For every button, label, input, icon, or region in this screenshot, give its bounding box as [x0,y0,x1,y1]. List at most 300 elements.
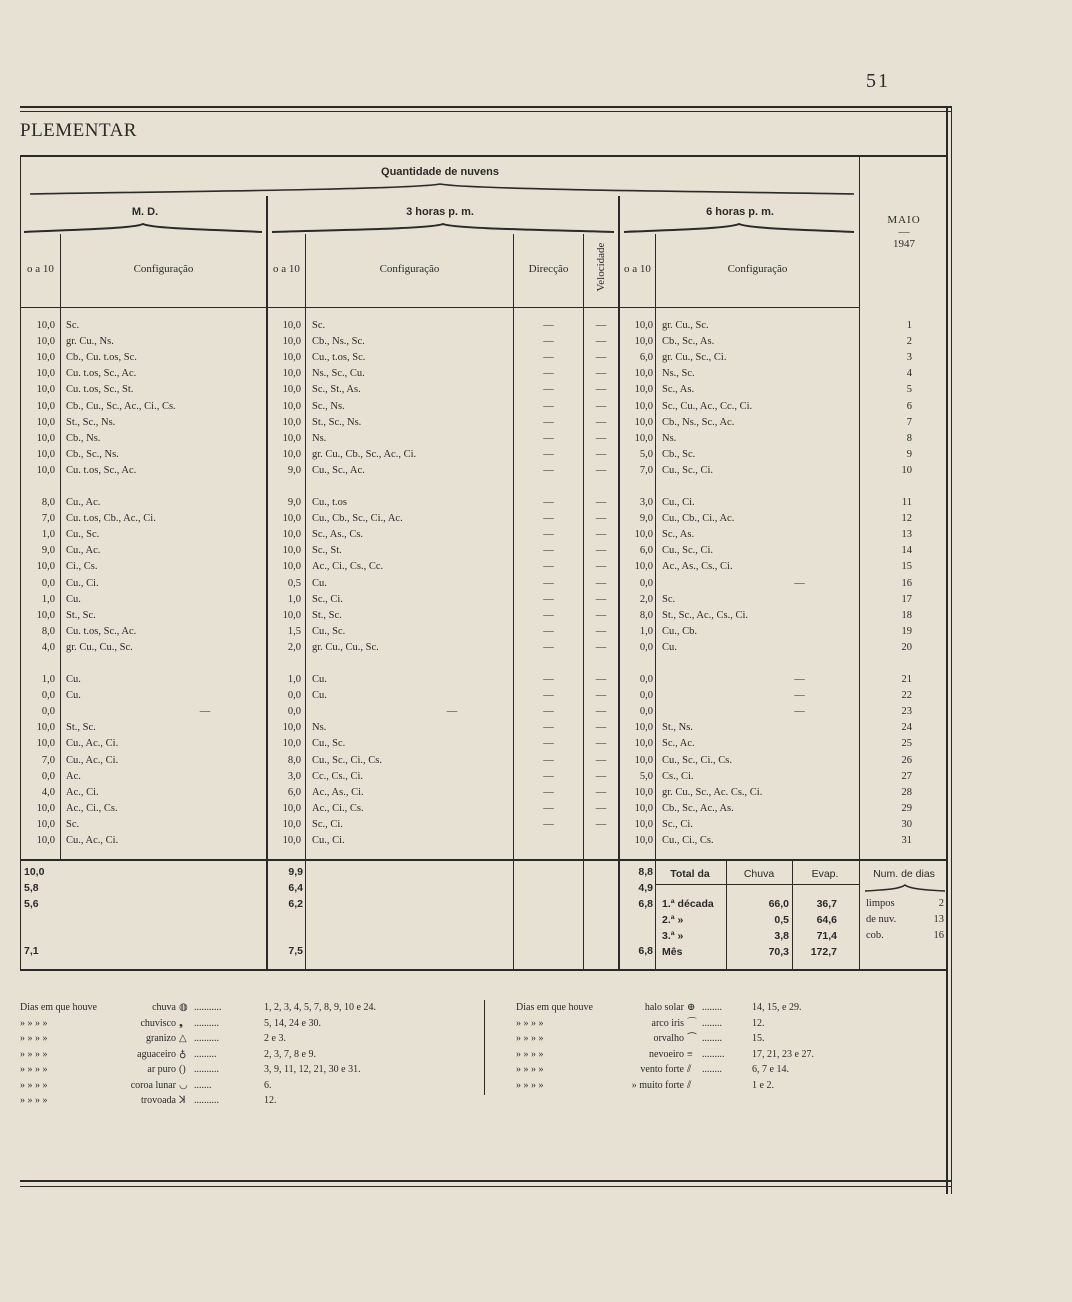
cell-md-config: Cu. t.os, Sc., Ac. [66,625,137,637]
cell-direccao: — [543,464,554,476]
cell-md-value: 1,0 [41,674,55,685]
cell-direccao: — [543,529,554,541]
cell-velocidade: — [595,754,607,766]
cell-day: 23 [901,706,912,718]
cell-day: 13 [901,529,912,541]
col-md-config: Configuração [133,263,194,275]
cell-direccao: — [543,609,554,621]
cell-md-config: Sc. [66,818,80,830]
cell-direccao: — [543,690,554,702]
cell-h6-config: Cb., Sc., As. [662,336,715,348]
col-direccao: Direcção [528,263,569,275]
cell-velocidade: — [595,818,607,830]
h3-brace-icon [270,222,616,234]
cell-day: 2 [906,336,912,348]
cell-day: 4 [906,368,912,380]
cell-h3-config: St., Sc. [312,609,342,621]
cell-h6-value: 10,0 [634,835,653,846]
legend-value: 3, 9, 11, 12, 21, 30 e 31. [264,1064,361,1075]
cell-h6-value: 5,0 [639,770,653,782]
cell-md-config: Cu., Ac., Ci. [66,754,119,766]
legend-dots: ......... [194,1048,217,1060]
cell-h6-value: 0,0 [639,674,653,685]
legend-prefix: » » » » [20,1017,48,1029]
cell-md-config: gr. Cu., Cu., Sc. [66,641,133,653]
legend-value: 12. [752,1017,765,1029]
cell-h3-value: 0,5 [287,577,301,589]
cell-h6-config: St., Sc., Ac., Cs., Ci. [662,609,749,621]
cell-md-config: — [199,706,211,718]
summary-h6-value: 6,8 [638,945,653,957]
cell-direccao: — [543,432,554,444]
cell-direccao: — [543,561,554,573]
cell-direccao: — [543,818,554,830]
cell-velocidade: — [595,320,607,331]
cell-velocidade: — [595,722,607,734]
legend-dots: .......... [194,1017,219,1029]
legend-label: trovoada [141,1095,176,1106]
cell-h3-config: Cu., Sc., Ac. [312,464,365,476]
cell-h6-value: 9,0 [639,513,653,525]
title-rule [20,155,947,157]
cell-h6-value: 0,0 [639,577,653,589]
legend-label: chuvisco [140,1017,176,1029]
cell-velocidade: — [595,609,607,621]
cell-direccao: — [543,448,554,460]
col-md-scale: o a 10 [27,263,54,275]
cell-velocidade: — [595,641,607,653]
cell-md-value: 7,0 [41,513,55,525]
legend-value: 5, 14, 24 e 30. [264,1017,321,1029]
cell-velocidade: — [595,384,607,396]
cell-day: 1 [906,320,912,331]
legend-value: 15. [752,1033,765,1044]
summary-num-dias-label: Num. de dias [873,868,935,880]
cell-md-value: 10,0 [36,561,55,573]
cell-velocidade: — [595,577,607,589]
right-border-inner [946,106,948,1194]
header-6h: 6 horas p. m. [706,206,774,218]
cell-h6-value: 0,0 [639,690,653,702]
legend-label: arco iris [651,1017,684,1029]
legend-prefix: » » » » [20,1033,48,1044]
legend-label: » muito forte [631,1079,684,1091]
right-border-outer [951,106,952,1194]
table-bottom-rule [20,969,947,971]
cell-direccao: — [543,320,554,331]
legend-label: nevoeiro [649,1048,684,1060]
cell-day: 16 [901,577,912,589]
cell-md-config: St., Sc. [66,722,96,734]
cell-md-config: Cu. [66,593,81,605]
legend-prefix: » » » » [20,1048,48,1060]
cell-velocidade: — [595,352,607,364]
cell-md-value: 0,0 [41,770,55,782]
summary-decade-label: 1.ª década [662,898,714,910]
cell-velocidade: — [595,336,607,348]
cell-h6-config: gr. Cu., Sc. [662,320,709,331]
legend-label: orvalho [653,1033,684,1044]
col-velocidade: Velocidade [595,242,607,292]
cell-h6-config: Sc., Ci. [662,818,693,830]
cell-velocidade: — [595,448,607,460]
cell-direccao: — [543,738,554,750]
legend-prefix: » » » » [20,1079,48,1091]
cell-h6-config: Cu., Sc., Ci. [662,545,714,557]
cell-h3-config: Ac., Ci., Cs., Cc. [312,561,384,573]
h6-brace-icon [622,222,856,234]
cell-md-config: Cb., Ns. [66,432,101,444]
cell-h3-config: gr. Cu., Cu., Sc. [312,641,379,653]
legend-dots: ......... [702,1048,725,1060]
summary-decade-chuva: 66,0 [768,898,789,910]
cell-md-config: Cu. t.os, Cb., Ac., Ci. [66,513,156,525]
cell-md-value: 10,0 [36,416,55,428]
cell-h6-value: 10,0 [634,384,653,396]
header-month: MAIO [887,214,921,226]
cell-h3-value: 10,0 [282,513,301,525]
cell-md-config: Cu. [66,690,81,702]
cell-h6-config: Cu., Ci. [662,497,695,508]
legend-value: 1 e 2. [752,1079,774,1091]
cell-day: 19 [901,625,912,637]
cell-direccao: — [543,368,554,380]
cell-h3-config: Sc., St., As. [312,384,361,396]
legend-symbol-icon: ⏜ [687,1033,697,1044]
header-month-dash: — [898,226,910,238]
cell-velocidade: — [595,368,607,380]
cell-h6-config: Sc., As. [662,384,695,396]
cell-h3-config: Cu. [312,690,327,702]
cell-velocidade: — [595,738,607,750]
cell-velocidade: — [595,545,607,557]
cell-velocidade: — [595,529,607,541]
cell-velocidade: — [595,497,607,508]
bottom-rule-thin [20,1186,952,1187]
top-rule-thin [20,111,952,112]
cell-velocidade: — [595,593,607,605]
legend-value: 2 e 3. [264,1033,286,1044]
cell-h3-config: Sc. [312,320,326,331]
header-bottom-rule [20,307,859,308]
cell-h6-value: 7,0 [639,464,653,476]
legend-symbol-icon: ⌒ [687,1017,697,1029]
page-number: 51 [866,70,890,92]
cell-h6-config: Cu., Sc., Ci., Cs. [662,754,733,766]
cell-md-config: Cu. t.os, Sc., St. [66,384,134,396]
cell-md-value: 10,0 [36,738,55,750]
cell-md-config: Cb., Cu., Sc., Ac., Ci., Cs. [66,400,176,412]
summary-decade-evap: 71,4 [816,930,837,942]
top-rule [20,106,952,108]
cell-velocidade: — [595,802,607,814]
cell-velocidade: — [595,786,607,798]
legend-dots: ........ [702,1017,722,1029]
cell-h6-value: 6,0 [639,352,653,364]
legend-symbol-icon: ◡ [179,1079,188,1091]
cell-direccao: — [543,641,554,653]
summary-h6-value: 6,8 [638,898,653,910]
summary-evap-label: Evap. [811,868,839,880]
summary-h6-value: 8,8 [638,866,653,878]
cell-h3-value: 10,0 [282,400,301,412]
cell-h6-config: — [794,706,805,718]
legend-symbol-icon: ꓘ [179,1095,186,1106]
cell-h6-config: — [794,690,805,702]
cell-velocidade: — [595,464,607,476]
col-h3-config: Configuração [379,263,440,275]
cell-h3-value: 10,0 [282,448,301,460]
cell-md-value: 10,0 [36,448,55,460]
cell-direccao: — [543,352,554,364]
cell-md-config: Cu., Ac., Ci. [66,835,119,846]
summary-header-rule [655,884,859,885]
cell-md-value: 10,0 [36,835,55,846]
cell-md-value: 10,0 [36,400,55,412]
cell-h3-config: Ac., Ci., Cs. [312,802,364,814]
cell-day: 30 [901,818,912,830]
cell-h3-value: 0,0 [287,706,301,718]
summary-md-value: 5,8 [24,882,39,894]
page-title: PLEMENTAR [20,120,137,141]
cell-md-value: 10,0 [36,320,55,331]
summary-num-dias-item-label: limpos [866,898,895,909]
cell-md-value: 10,0 [36,384,55,396]
cell-day: 8 [906,432,912,444]
cell-day: 11 [901,497,912,508]
cell-velocidade: — [595,513,607,525]
cell-md-value: 0,0 [41,690,55,702]
summary-decade-evap: 172,7 [810,946,837,958]
legend-dots: ........ [702,1033,722,1044]
cell-h3-config: St., Sc., Ns. [312,416,362,428]
cell-md-value: 8,0 [41,625,55,637]
cell-md-value: 0,0 [41,706,55,718]
cell-h3-value: 1,0 [287,674,301,685]
cell-h6-config: Cu. [662,641,677,653]
cell-h6-value: 10,0 [634,802,653,814]
cell-day: 9 [906,448,912,460]
cell-h3-config: Ns. [312,722,327,734]
col-divider-h6 [859,155,860,970]
cell-direccao: — [543,722,554,734]
cell-h3-value: 10,0 [282,432,301,444]
cell-h6-value: 1,0 [639,625,653,637]
cell-md-value: 4,0 [41,786,55,798]
legend-symbol-icon: ♁ [179,1048,187,1060]
cell-h6-value: 10,0 [634,786,653,798]
cell-md-value: 8,0 [41,497,55,508]
cell-velocidade: — [595,400,607,412]
header-md: M. D. [131,206,159,218]
legend-symbol-icon: ❟ [179,1017,183,1029]
cell-h6-config: — [794,674,805,685]
cell-h3-value: 8,0 [287,754,301,766]
cell-velocidade: — [595,690,607,702]
cell-md-config: St., Sc. [66,609,96,621]
summary-md-value: 10,0 [24,866,45,878]
cell-h3-config: Ns. [312,432,327,444]
cell-h6-value: 0,0 [639,706,653,718]
legend-prefix: » » » » [516,1033,544,1044]
legend-value: 17, 21, 23 e 27. [752,1048,814,1060]
cell-md-config: Cu., Ac., Ci. [66,738,119,750]
cell-h6-value: 6,0 [639,545,653,557]
col-h3-scale: o a 10 [273,263,300,275]
cell-h6-config: gr. Cu., Sc., Ac. Cs., Ci. [662,786,763,798]
legend-symbol-icon: △ [179,1033,187,1044]
cell-h3-value: 3,0 [287,770,301,782]
summary-decade-evap: 64,6 [816,914,837,926]
cell-h6-value: 10,0 [634,400,653,412]
cell-md-config: St., Sc., Ns. [66,416,116,428]
cell-direccao: — [543,497,554,508]
cell-h3-value: 10,0 [282,384,301,396]
summary-top-rule [20,859,947,861]
cell-md-config: Ac., Ci., Cs. [66,802,118,814]
cell-h3-value: 10,0 [282,802,301,814]
legend-divider [484,1000,485,1095]
cell-md-value: 10,0 [36,352,55,364]
legend-prefix: » » » » [516,1079,544,1091]
cell-day: 25 [901,738,912,750]
cell-h3-config: Cu., t.os, Sc. [312,352,366,364]
cell-direccao: — [543,706,554,718]
cell-h6-value: 10,0 [634,818,653,830]
cell-day: 26 [901,754,912,766]
cell-h6-config: gr. Cu., Sc., Ci. [662,352,727,364]
cell-h6-value: 10,0 [634,432,653,444]
cell-h3-value: 10,0 [282,609,301,621]
cell-h3-config: Sc., As., Cs. [312,529,364,541]
summary-total-label: Total da [670,868,710,880]
cell-h3-config: Cu., Ci. [312,835,345,846]
cell-h6-value: 10,0 [634,529,653,541]
cell-h3-config: Cu., Sc. [312,625,346,637]
cell-direccao: — [543,786,554,798]
legend-prefix: » » » » [516,1064,544,1075]
cell-direccao: — [543,416,554,428]
cell-h6-config: Cu., Sc., Ci. [662,464,714,476]
summary-md-value: 5,6 [24,898,39,910]
legend-dots: ........ [702,1064,722,1075]
cell-h3-config: Ac., As., Ci. [312,786,364,798]
cell-h3-config: Cu., t.os [312,497,348,508]
cell-md-value: 10,0 [36,722,55,734]
legend-symbol-icon: ⊕ [687,1002,696,1013]
cell-h3-value: 9,0 [287,464,301,476]
cell-direccao: — [543,513,554,525]
cell-direccao: — [543,770,554,782]
cell-day: 7 [906,416,912,428]
legend-symbol-icon: () [179,1064,186,1075]
cell-md-value: 10,0 [36,609,55,621]
cell-md-config: Ac. [66,770,81,782]
cell-h6-value: 10,0 [634,561,653,573]
legend-symbol-icon: ⫽ [687,1064,692,1075]
summary-h3-value: 6,4 [288,882,303,894]
legend-dots: .......... [194,1095,219,1106]
cell-h6-config: St., Ns. [662,722,693,734]
cell-day: 21 [901,674,912,685]
legend-label: ar puro [147,1064,176,1075]
cell-md-value: 10,0 [36,464,55,476]
cell-h6-config: — [794,577,805,589]
cell-h3-value: 1,0 [287,593,301,605]
cell-h6-config: Sc. [662,593,676,605]
cell-h3-value: 10,0 [282,336,301,348]
cell-md-config: Cu. [66,674,81,685]
cell-md-value: 9,0 [41,545,55,557]
cell-h3-value: 10,0 [282,738,301,750]
cell-direccao: — [543,400,554,412]
legend-prefix: » » » » [20,1095,48,1106]
summary-chuva-label: Chuva [743,868,775,880]
cell-md-value: 4,0 [41,641,55,653]
cell-h3-value: 2,0 [287,641,301,653]
cell-md-config: Cu. t.os, Sc., Ac. [66,464,137,476]
cell-direccao: — [543,802,554,814]
cell-h3-config: Sc., Ci. [312,818,343,830]
cell-h3-config: gr. Cu., Cb., Sc., Ac., Ci. [312,448,417,460]
cell-h6-config: Cu., Cb., Ci., Ac. [662,513,735,525]
cell-h6-value: 10,0 [634,416,653,428]
legend-symbol-icon: ◍ [179,1002,188,1013]
cell-md-value: 10,0 [36,432,55,444]
legend-value: 6. [264,1079,272,1091]
group-header: Quantidade de nuvens [381,166,499,178]
summary-decade-chuva: 0,5 [774,914,789,926]
legend-label: chuva [152,1002,176,1013]
legend-value: 12. [264,1095,277,1106]
cell-h3-config: Sc., St. [312,545,342,557]
legend-symbol-icon: ≡ [687,1048,693,1060]
cell-h6-config: Ns., Sc. [662,368,695,380]
legend-dots: ........ [702,1002,722,1013]
cell-day: 18 [901,609,912,621]
cell-velocidade: — [595,416,607,428]
legend-dots: ....... [194,1079,212,1091]
cell-h3-value: 10,0 [282,818,301,830]
summary-num-dias-item-value: 16 [933,930,944,941]
group-brace-icon [28,182,856,196]
cell-md-config: Sc. [66,320,80,331]
cell-h3-value: 10,0 [282,561,301,573]
summary-h3-value: 6,2 [288,898,303,910]
cell-h6-config: Cb., Ns., Sc., Ac. [662,416,735,428]
cell-h3-value: 0,0 [287,690,301,702]
summary-decade-label: Mês [662,946,683,958]
summary-num-dias-item-label: de nuv. [866,914,897,925]
cell-direccao: — [543,545,554,557]
cell-h3-value: 10,0 [282,835,301,846]
cell-velocidade: — [595,561,607,573]
cell-h6-value: 10,0 [634,722,653,734]
cell-md-value: 7,0 [41,754,55,766]
legend-label: granizo [146,1033,176,1044]
cell-h6-value: 10,0 [634,368,653,380]
cell-h3-value: 10,0 [282,545,301,557]
cell-h3-value: 10,0 [282,529,301,541]
cell-day: 10 [901,464,912,476]
cell-h6-value: 10,0 [634,336,653,348]
cell-md-value: 10,0 [36,336,55,348]
cell-md-config: Cu., Ci. [66,577,99,589]
cell-day: 28 [901,786,912,798]
cell-day: 15 [901,561,912,573]
header-year: 1947 [893,238,915,250]
legend-label: coroa lunar [130,1079,176,1091]
